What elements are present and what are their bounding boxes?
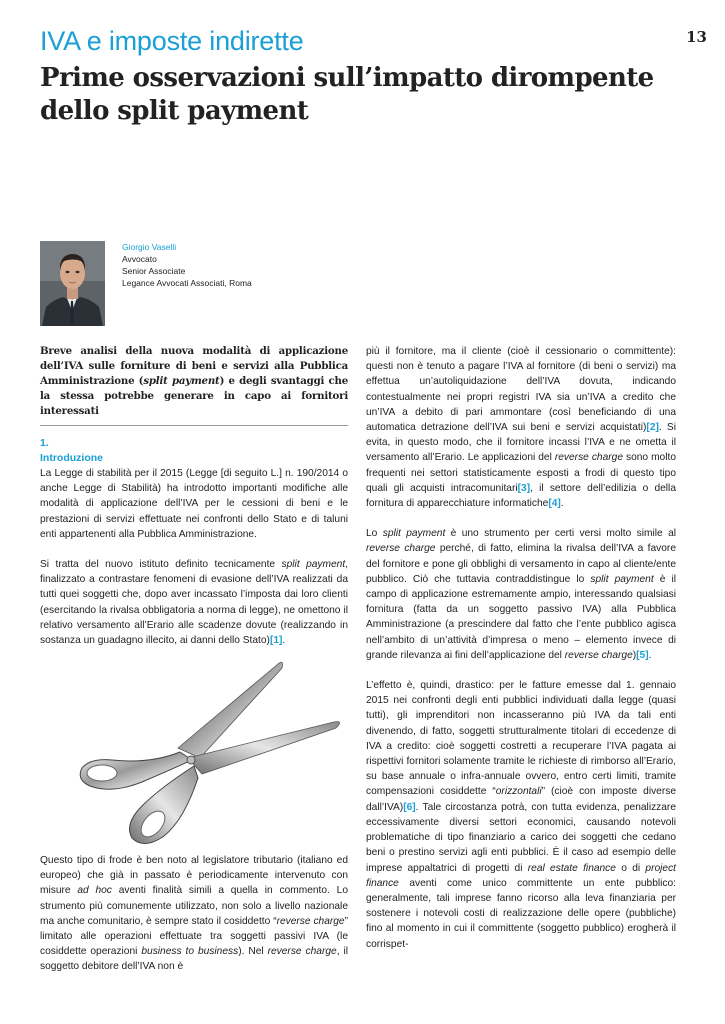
text-span: è il campo di applicazione estremamente ampio, interessando qualsiasi fornitura (fatta da un soggetto passivo IVA) alla Pubblica Amministrazione (a prescindere dal fatto che l’ente pubblico agisca nell’ambito di un’attività d’impresa o meno – elemento invece di grande rilevanza ai fini dell’applicazione del [366,573,676,661]
paragraph [366,526,676,663]
author-info [122,241,252,289]
paragraph [366,344,676,511]
emphasis: reverse charge [564,649,633,661]
left-column-bottom [40,853,348,975]
emphasis: ad hoc [77,885,112,897]
text-span: . Tale circostanza potrà, con tutta evidenza, penalizzare eccessivamente diversi settori economici, causando notevoli problematiche di tipo finanziario a carico dei soggetti che cedano beni o prestino servizi agli enti pubblici. È il caso ad esempio delle imprese appaltatrici di progetti di [366,801,676,874]
text-span: sono molto frequenti nei settori statisticamente esposti a frodi di questo tipo quali gli acquisti intracomunitari [366,452,676,494]
footnote-link-3[interactable]: [3] [517,482,531,494]
text-span: è uno strumento per certi versi molto simile al [445,528,676,540]
emphasis: project finance [366,862,676,889]
scissors-illustration [60,656,350,856]
author-name: Giorgio Vaselli [122,242,177,252]
text-span: , il settore dell’edilizia o della fornitura di apparecchiature informatiche [366,482,676,510]
emphasis: business to business [141,946,239,958]
lead-divider [40,425,348,426]
footnote-link-2[interactable]: [2] [646,422,659,434]
author-photo [40,241,105,326]
footnote-link-4[interactable]: [4] [548,498,561,510]
text-span: ” (cioè con imposte diverse dall’IVA) [366,786,676,813]
text-span: perché, di fatto, elimina la rivalsa dell’IVA a favore del fornitore e pone gli obblighi di versamento in capo al cliente/ente pubblico. Ciò che tuttavia contraddistingue lo [366,543,676,585]
text-span: . [648,649,652,661]
text-span: o di [615,862,646,874]
emphasis: reverse charge [366,543,436,555]
text-span: aventi come unico committente un ente pubblico: generalmente, tali imprese fanno ricorso alla leva finanziaria per sostenere i notevoli costi di realizzazione delle opere (pubbliche) fino al momento in cui il committente (soggetto pubblico) erogherà il corrispet- [366,877,676,950]
footnote-link-1[interactable]: [1] [269,635,283,647]
emphasis: orizzontali [495,786,542,798]
text-span: ). Nel [238,946,268,958]
section-heading: IVA e imposte indirette [40,26,304,56]
text-span: ) [632,649,637,661]
left-column [40,344,348,648]
text-span: , il soggetto debitore dell’IVA non è [40,946,348,973]
paragraph [40,557,348,648]
paragraph [366,678,676,952]
text-span: Lo [366,528,383,540]
page-number: 13 [686,28,707,46]
article-title-line-2: dello split payment [40,96,309,126]
author-position: Senior Associate [122,266,186,276]
author-portrait-image [40,241,105,326]
lead-text-em: split payment [143,375,220,387]
footnote-link-6[interactable]: [6] [403,801,416,813]
text-span: . [560,498,564,510]
footnote-link-5[interactable]: [5] [636,649,649,661]
emphasis: split payment [590,573,654,585]
lead-abstract [40,344,348,419]
text-span: , finalizzato a contrastare fenomeni di evasione dell’IVA realizzati da tutti quei soggetti che, dopo aver incassato l’imposta dai loro clienti (esercitando la rivalsa obbligatoria a norma di legge), ne omettono il relativo versamento all’Erario alle scadenze dovute (realizzando in sostanza un guadagno illecito, ai danni dello Stato) [40,559,348,647]
text-span: Si tratta del nuovo istituto definito tecnicamente [40,559,282,571]
lead-text-b: ) e degli svantaggi che la stessa potrebbe generare in capo ai fornitori interessati [40,375,348,417]
paragraph: La Legge di stabilità per il 2015 (Legge [di seguito L.] n. 190/2014 o anche Legge di Stabilità) ha introdotto importanti modifiche alle modalità di applicazione dell’IVA per le cessioni di beni e le prestazioni di servizi effettuate nei confronti dello Stato e di taluni enti appartenenti alla Pubblica Amministrazione. [40,468,348,540]
article-title [40,62,680,128]
scissors-image [60,656,350,856]
text-span: . [282,635,286,647]
text-span: L’effetto è, quindi, drastico: per le fatture emesse dal 1. gennaio 2015 nei confronti degli enti pubblici individuati dalla legge (quasi tutti), gli imprenditori non incasseranno più IVA da tali enti divenendo, di fatto, soggetti strutturalmente titolari di eccedenze di IVA a credito: cioè soggetti costretti a recuperare l’IVA pagata ai rispettivi fornitori solamente tramite le richieste di rimborso all’Erario, su base annuale o infra-annuale ovvero, entro certi limiti, tramite compensazioni cosiddette “ [366,680,676,798]
text-span: Questo tipo di frode è ben noto al legislatore tributario (italiano ed europeo) che già in passato è periodicamente intervenuto con misure [40,855,348,897]
emphasis: reverse charge [554,452,623,464]
section-number: 1. [40,437,49,449]
emphasis: split payment [281,559,346,571]
emphasis: real estate finance [527,862,616,874]
text-span: . Si evita, in questo modo, che il fornitore incassi l’IVA e ne ometta il versamento all’Erario. Le applicazioni del [366,422,676,464]
emphasis: reverse charge [267,946,337,958]
text-span: più il fornitore, ma il cliente (cioè il cessionario o committente): questi non è tenuto a pagare l’IVA al fornitore (di beni o servizi) ma effettua un’autoliquidazione dell’IVA dovuta, indicando contestualmente nei propri registri IVA sia un’IVA a credito che un’IVA a debito di pari ammontare (così beneficiando di una automatica detrazione dell’IVA sui beni e servizi acquistati) [366,346,676,434]
text-span: aventi finalità simili a quella in commento. Lo strumento più comunemente utilizzato, non solo a livello nazionale ma anche comunitario, è sempre stato il cosiddetto “ [40,885,348,927]
text-span: ” limitato alle operazioni effettuate tra soggetti passivi IVA (le cosiddette operazioni [40,915,349,958]
right-column [366,344,676,952]
emphasis: reverse charge [276,915,345,927]
lead-text-a: Breve analisi della nuova modalità di applicazione dell’IVA sulle forniture di beni e servizi alla Pubblica Amministrazione ( [40,345,348,387]
author-firm: Legance Avvocati Associati, Roma [122,278,252,288]
author-role: Avvocato [122,254,157,264]
article-title-line-1: Prime osservazioni sull’impatto dirompente [40,63,654,93]
emphasis: split payment [382,528,446,540]
section-title: Introduzione [40,452,103,464]
paragraph [40,853,348,975]
